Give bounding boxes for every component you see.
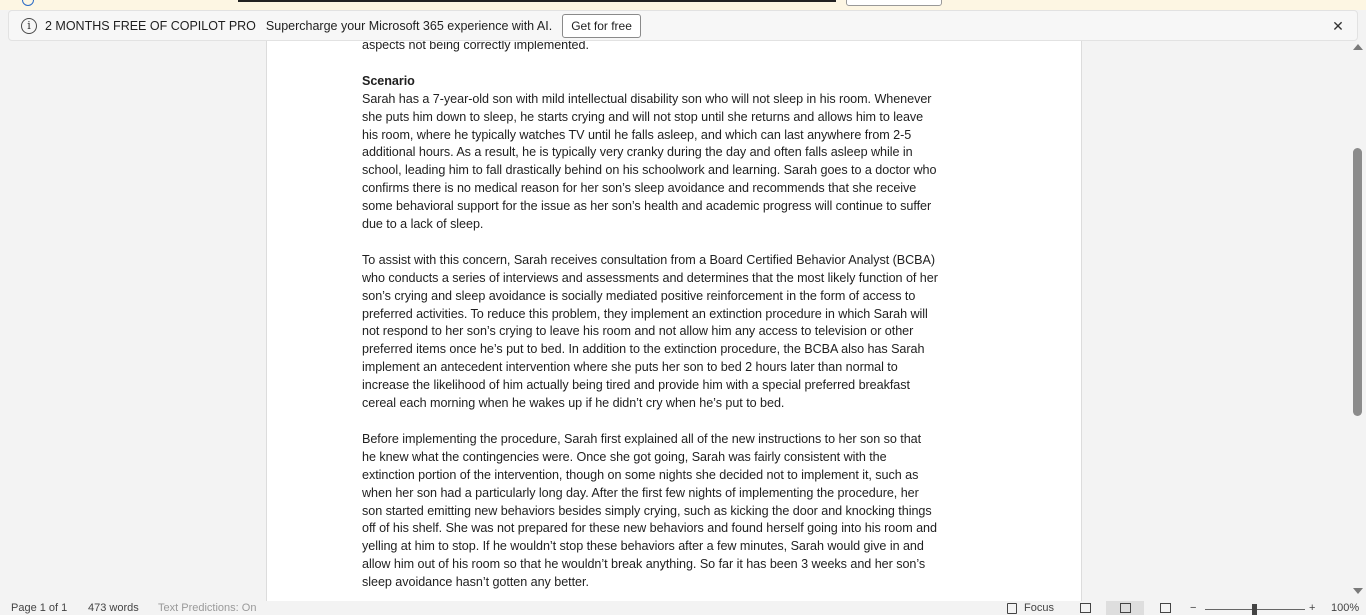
paragraph [362, 431, 992, 592]
top-fragment: aspects not being correctly implemented. [362, 41, 589, 52]
paragraph-line: not respond to her son’s crying to leave his room and not allow him any access to television or other [362, 324, 914, 339]
ribbon-icon [22, 0, 34, 6]
get-for-free-button[interactable]: Get for free [562, 14, 641, 38]
paragraph-line: implement an antecedent intervention where she puts her son to bed 2 hours later than normal to [362, 360, 898, 375]
paragraph-line: when her son had a particularly long day. After the first few nights of implementing the procedure, her [362, 485, 919, 500]
paragraph-line: son’s crying and sleep avoidance is socially mediated positive reinforcement in the form of access to [362, 288, 916, 303]
paragraph-line: preferred activities. To reduce this problem, they implement an extinction procedure in which Sarah will [362, 306, 928, 321]
ribbon-button[interactable] [846, 0, 942, 6]
paragraph-line: Before implementing the procedure, Sarah first explained all of the new instructions to her son so that [362, 431, 922, 446]
paragraph-line: extinction portion of the intervention, though on some nights she decided not to implement it, such as [362, 467, 919, 482]
paragraph-line: additional hours. As a result, he is typically very cranky during the day and often falls asleep while in [362, 145, 913, 160]
copilot-promo-bar [8, 10, 1358, 41]
paragraph-line: cereal each morning when he wakes up if he didn’t cry when he’s put to bed. [362, 396, 785, 411]
document-page[interactable] [266, 41, 1082, 601]
paragraph-line: allow him out of his room so that he wouldn’t break anything. So far it has been 3 weeks and her son’s [362, 557, 926, 572]
scroll-thumb[interactable] [1353, 148, 1362, 416]
page-info[interactable]: Page 1 of 1 [11, 602, 68, 614]
paragraph-line: Sarah has a 7-year-old son with mild intellectual disability son who will not sleep in his room. Whenever [362, 91, 932, 106]
ribbon-remnant [0, 0, 1366, 10]
paragraph-line: yelling at him to stop. If he wouldn’t stop these behaviors after a few minutes, Sarah would give in and [362, 539, 924, 554]
read-mode-icon [1080, 603, 1091, 613]
zoom-level[interactable]: 100% [1331, 602, 1360, 614]
paragraph-line: preferred items once he’s put to bed. In addition to the extinction procedure, the BCBA also has Sarah [362, 342, 925, 357]
word-count[interactable]: 473 words [88, 602, 139, 614]
paragraph-line: confirms there is no medical reason for her son’s sleep avoidance and recommends that she receive [362, 181, 917, 196]
ribbon-underline [238, 0, 836, 2]
scenario-heading: Scenario [362, 73, 415, 88]
focus-icon[interactable] [1007, 603, 1017, 614]
paragraph-line: son started emitting new behaviors besides simply crying, such as kicking the door and knocking things [362, 503, 932, 518]
scroll-down-icon[interactable] [1353, 588, 1363, 594]
print-layout-icon [1120, 603, 1131, 613]
vertical-scrollbar[interactable] [1350, 41, 1366, 597]
zoom-slider-thumb[interactable] [1252, 604, 1257, 615]
close-icon[interactable]: ✕ [1332, 18, 1344, 34]
web-layout-icon [1160, 603, 1171, 613]
paragraph-line: school, leading him to fall drastically behind on his schoolwork and learning. Sarah goes to a doctor who [362, 163, 937, 178]
paragraph-line: some behavioral support for the issue as her son’s health and academic progress will continue to suffer [362, 199, 932, 214]
document-body[interactable] [362, 41, 992, 601]
paragraph [362, 252, 992, 413]
focus-button[interactable]: Focus [1024, 602, 1054, 614]
paragraph-line: she puts him down to sleep, he starts crying and will not stop until she returns and allows him to leave [362, 109, 924, 124]
text-predictions[interactable]: Text Predictions: On [158, 602, 257, 614]
paragraph-line: increase the likelihood of him actually being tired and provide him with a special preferred breakfast [362, 378, 910, 393]
paragraph [362, 91, 992, 234]
info-icon: i [21, 18, 37, 34]
zoom-out-button[interactable]: − [1190, 602, 1197, 614]
paragraph-line: To assist with this concern, Sarah receives consultation from a Board Certified Behavior Analyst (BCBA) [362, 252, 936, 267]
promo-description: Supercharge your Microsoft 365 experience with AI. [265, 18, 553, 33]
paragraph-line: his room, where he typically watches TV until he falls asleep, and which can last anywhere from 2-5 [362, 127, 912, 142]
paragraph-line: off of his shelf. She was not prepared for these new behaviors and found herself going into his room and [362, 521, 937, 536]
status-bar [0, 601, 1366, 615]
print-layout-button[interactable] [1106, 601, 1144, 615]
zoom-in-button[interactable]: + [1309, 602, 1316, 614]
paragraph-line: sleep avoidance hasn’t gotten any better. [362, 575, 589, 590]
promo-title: 2 MONTHS FREE OF COPILOT PRO [45, 18, 256, 33]
web-layout-button[interactable] [1146, 601, 1184, 615]
paragraph-line: he knew what the contingencies were. Once she got going, Sarah was fairly consistent with the [362, 449, 887, 464]
scroll-up-icon[interactable] [1353, 44, 1363, 50]
paragraph-line: due to a lack of sleep. [362, 217, 484, 232]
read-mode-button[interactable] [1066, 601, 1104, 615]
paragraph-line: who conducts a series of interviews and assessments and determines that the most likely function of her [362, 270, 938, 285]
